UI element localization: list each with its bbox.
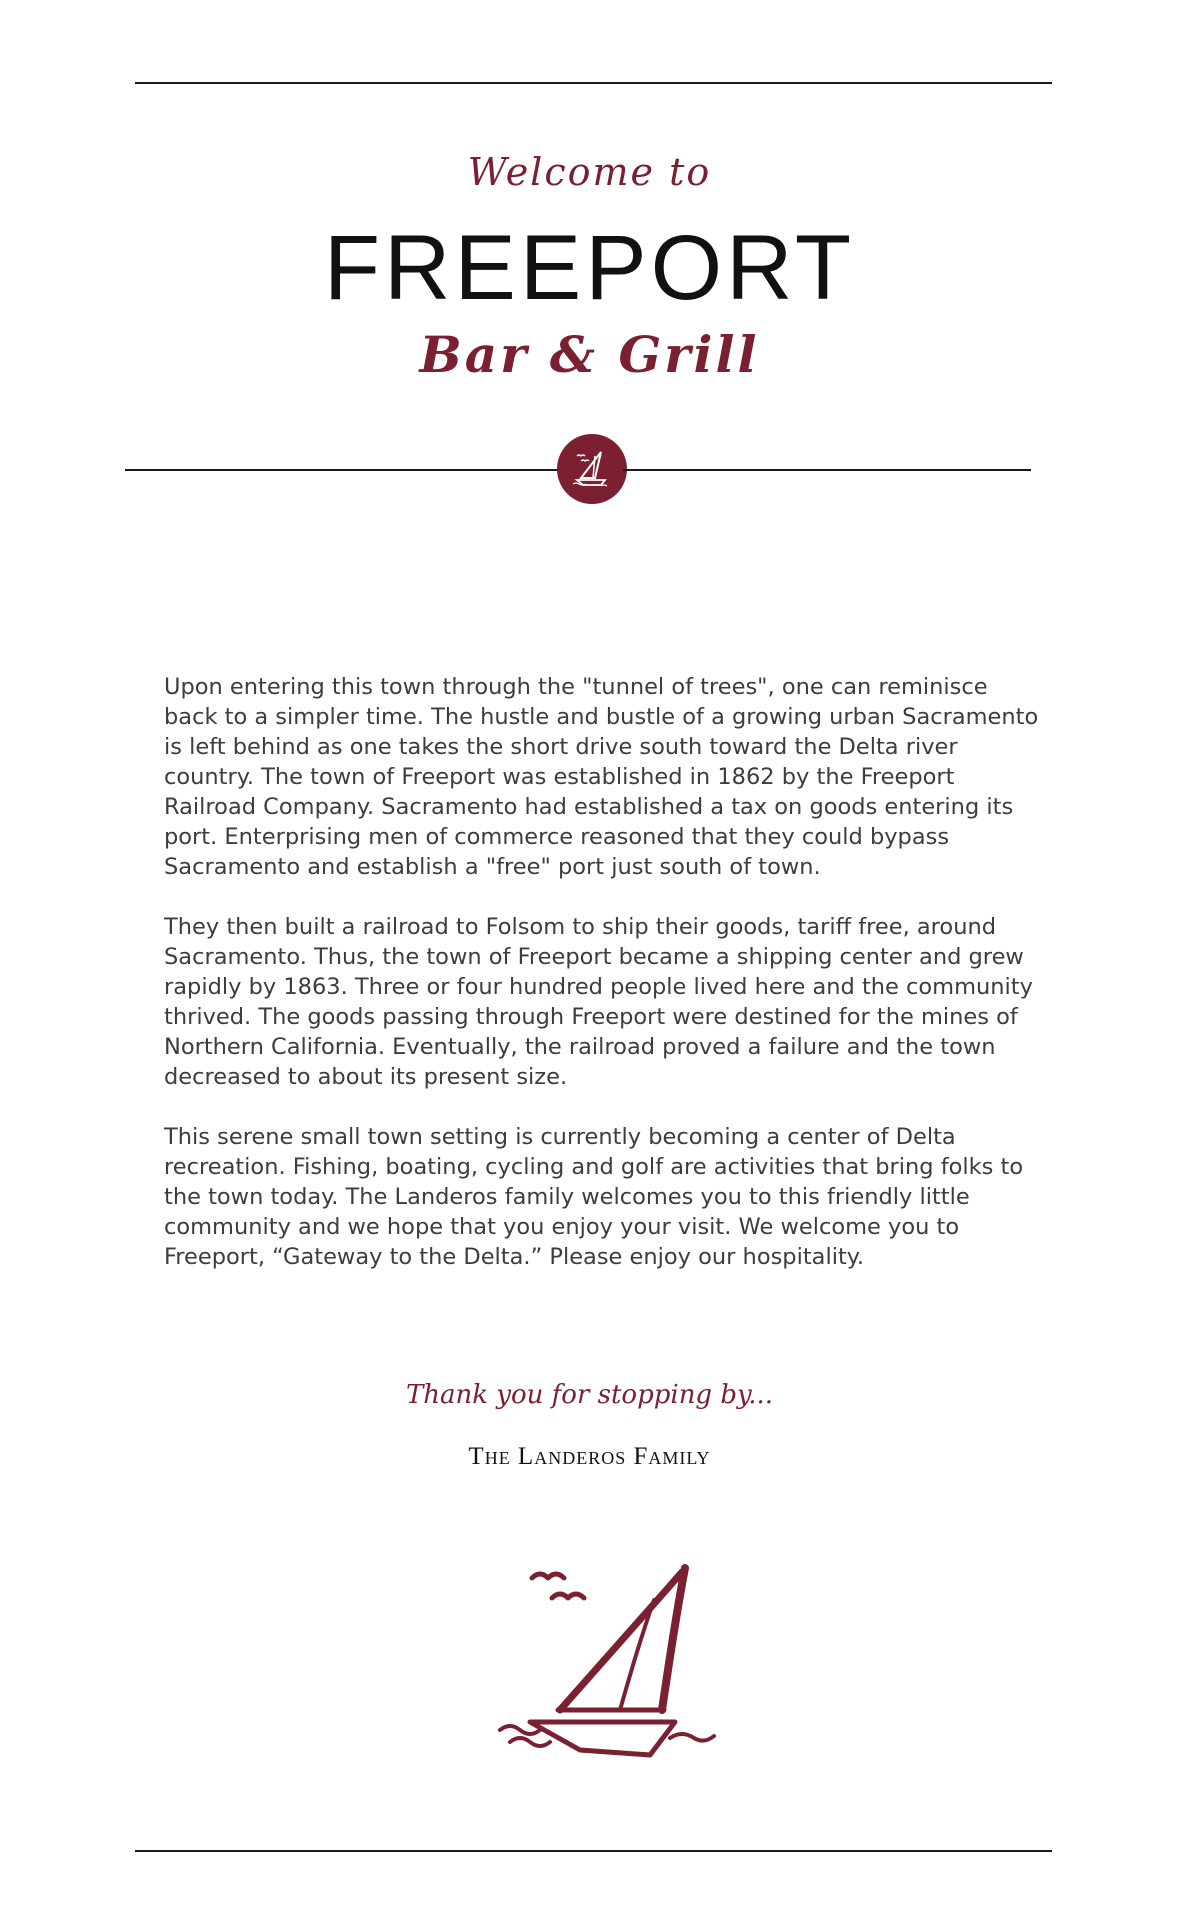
story-paragraph: They then built a railroad to Folsom to ship their goods, tariff free, around Sacramento. Thus, the town of Freeport became a shipping center and grew rapidly by 1863. Three or four hundred people lived here and the community thrived. The goods passing through Freeport were destined for the mines of Northern California. Eventually, the railroad proved a failure and the town decreased to about its present size. — [164, 914, 1033, 1090]
sailboat-icon — [557, 434, 627, 504]
welcome-text: Welcome to — [467, 150, 712, 194]
sailboat-medallion — [557, 434, 627, 504]
page-title: FREEPORT — [323, 217, 856, 319]
thank-you-note: Thank you for stopping by... — [405, 1380, 774, 1410]
bottom-divider — [135, 1850, 1052, 1852]
top-divider — [135, 82, 1052, 84]
section-divider-right — [623, 469, 1031, 471]
story-paragraph: This serene small town setting is currently becoming a center of Delta recreation. Fishing, boating, cycling and golf are activities that bring folks to the town today. The Landeros family welcomes you to this friendly little community and we hope that you enjoy your visit. We welcome you to Freeport, “Gateway to the Delta.” Please enjoy our hospitality. — [164, 1124, 1024, 1270]
family-signature: The Landeros Family — [468, 1443, 711, 1470]
history-text — [164, 672, 1044, 1302]
page-subtitle: Bar & Grill — [419, 325, 760, 384]
sailboat-icon — [470, 1560, 720, 1770]
section-divider-left — [125, 469, 561, 471]
story-paragraph: Upon entering this town through the "tunnel of trees", one can reminisce back to a simpler time. The hustle and bustle of a growing urban Sacramento is left behind as one takes the short drive south toward the Delta river country. The town of Freeport was established in 1862 by the Freeport Railroad Company. Sacramento had established a tax on goods entering its port. Enterprising men of commerce reasoned that they could bypass Sacramento and establish a "free" port just south of town. — [164, 674, 1039, 880]
